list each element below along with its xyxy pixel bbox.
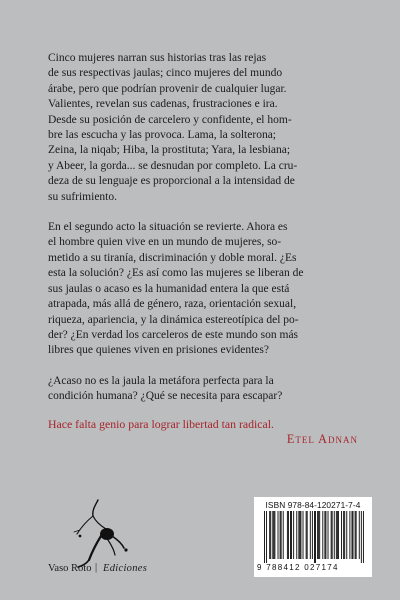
barcode-bar <box>356 511 357 559</box>
barcode-bar <box>353 511 354 559</box>
barcode-bar <box>334 511 335 559</box>
barcode-bar <box>336 511 337 559</box>
barcode-bar <box>343 511 344 559</box>
barcode-bar <box>314 511 315 563</box>
barcode-bar <box>273 511 274 559</box>
isbn-barcode <box>254 497 372 577</box>
isbn-label: ISBN 978-84-120271-7-4 <box>265 500 361 510</box>
barcode-bar <box>290 511 291 559</box>
publisher-imprint: Ediciones <box>103 563 148 574</box>
barcode-bar <box>300 511 301 559</box>
barcode-bar <box>317 511 318 559</box>
barcode-bar <box>331 511 332 559</box>
barcode-bar <box>310 511 311 559</box>
barcode-bar <box>341 511 342 559</box>
barcode-bar <box>306 511 307 559</box>
barcode-bar <box>318 511 319 559</box>
barcode-bar <box>293 511 294 559</box>
barcode-bar <box>288 511 289 559</box>
barcode-bar <box>352 511 353 559</box>
publisher-brand: Vaso Roto <box>48 563 92 574</box>
barcode-bar <box>337 511 338 559</box>
epigraph-quote <box>48 417 358 448</box>
blurb-paragraph-1: Cinco mujeres narran sus historias tras las rejas de sus respectivas jaulas; cinco mujeres del mundo árabe, pero que podrían provenir de cualquier lugar. Valientes, revelan sus cadenas, frustraciones e ira. Desde su posición de carcelero y confidente, el hom- bre las escucha y las provoca. Lama, la solterona; Zeina, la niqab; Hiba, la prostituta; Yara, la lesbiana; y Abeer, la gorda... se desnudan por completo. La cru- deza de su lenguaje es proporcional a la intensidad de su sufrimiento. <box>48 52 298 203</box>
barcode-bar <box>319 511 320 559</box>
barcode-bar <box>361 511 362 563</box>
quote-text: Hace falta genio para lograr libertad tan radical. <box>48 417 274 431</box>
barcode-bar <box>272 511 273 559</box>
blurb-paragraph-2: En el segundo acto la situación se revierte. Ahora es el hombre quien vive en un mundo de mujeres, so- metido a su tiranía, discriminación y doble moral. ¿Es esta la solución? ¿Es así como las mujeres se liberan de sus jaulas o acaso es la humanidad entera la que está atrapada, más allá de género, raza, orientación sexual, riqueza, apariencia, y la dinámica estereotípica del po- der? ¿En verdad los carceleros de este mundo son más libres que quienes viven en prisiones evidentes? <box>48 221 304 357</box>
barcode-bar <box>346 511 347 559</box>
barcode-bar <box>328 511 329 559</box>
barcode-bar <box>312 511 313 559</box>
barcode-bar <box>359 511 360 559</box>
barcode-bar <box>322 511 323 559</box>
barcode-bar <box>269 511 270 559</box>
barcode-bar <box>280 511 281 559</box>
barcode-bar <box>324 511 325 559</box>
barcode-bar <box>270 511 271 559</box>
barcode-bar <box>287 511 288 559</box>
barcode-bar <box>349 511 350 559</box>
barcode-bar <box>298 511 299 559</box>
barcode-bar <box>281 511 282 559</box>
barcode-bar <box>338 511 339 559</box>
barcode-bar <box>299 511 300 559</box>
barcode-bar <box>332 511 333 559</box>
barcode-bar <box>363 511 364 563</box>
blurb <box>48 51 370 420</box>
barcode-bars-icon <box>264 511 364 563</box>
barcode-bar <box>325 511 326 559</box>
barcode-bar <box>264 511 265 563</box>
barcode-bar <box>274 511 275 559</box>
barcode-bar <box>315 511 316 563</box>
barcode-bar <box>291 511 292 559</box>
publisher-separator: | <box>95 562 98 573</box>
barcode-bar <box>307 511 308 559</box>
quote-author: Etel Adnan <box>286 432 358 447</box>
barcode-bar <box>266 511 267 563</box>
barcode-bar <box>344 511 345 559</box>
barcode-bar <box>355 511 356 559</box>
barcode-bar <box>303 511 304 559</box>
publisher-logo-icon <box>68 498 140 572</box>
blurb-paragraph-3: ¿Acaso no es la jaula la metáfora perfecta para la condición humana? ¿Qué se necesita para escapar? <box>48 374 283 403</box>
barcode-digits: 9 788412 027174 <box>257 563 339 572</box>
barcode-bar <box>278 511 279 559</box>
barcode-bar <box>283 511 284 559</box>
barcode-bar <box>296 511 297 559</box>
